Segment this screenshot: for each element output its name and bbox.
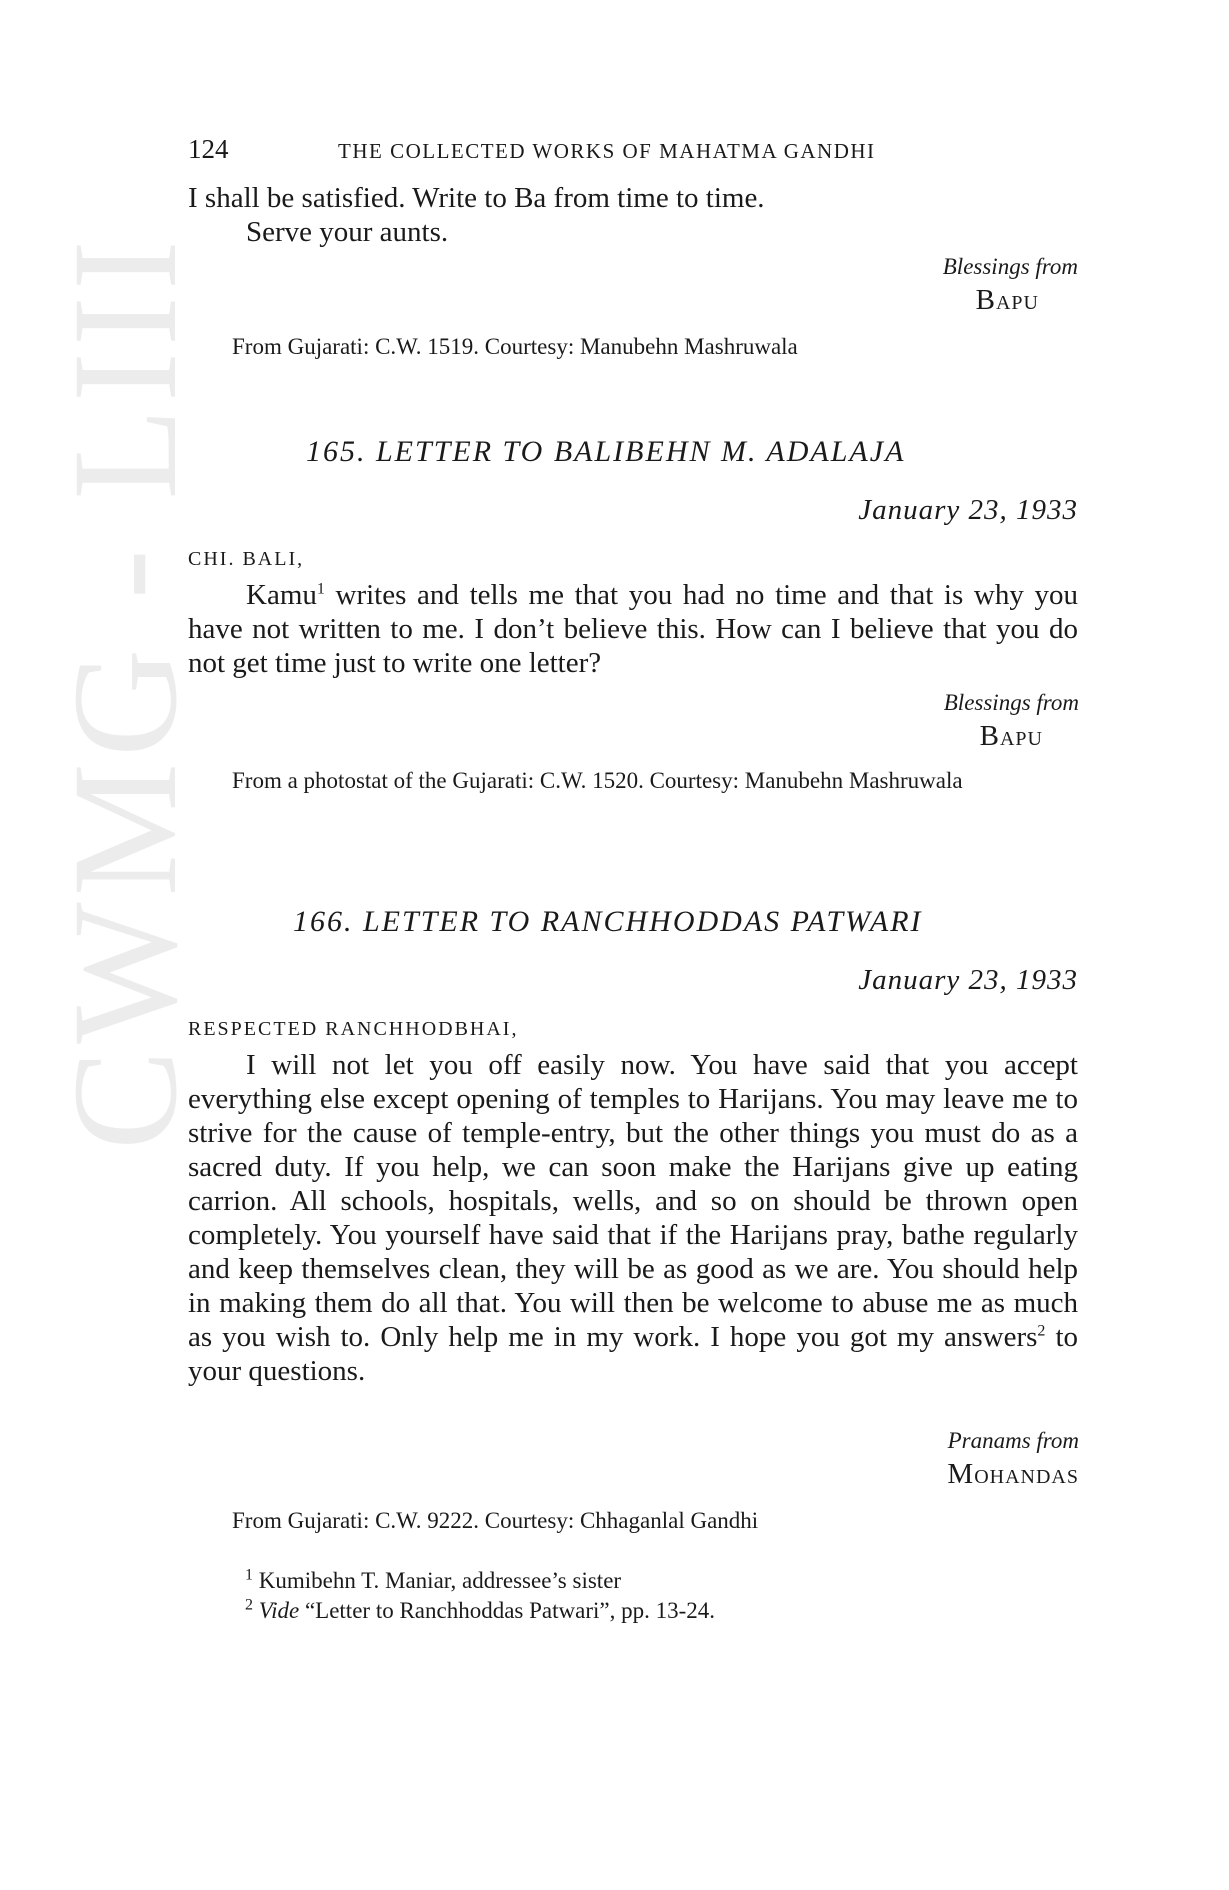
body-text-rest: to your questions.: [188, 1321, 1078, 1387]
letter-body: [188, 578, 1078, 680]
footnote-marker: 2: [245, 1596, 253, 1614]
watermark-text: CWMG - LIII: [42, 234, 208, 1150]
body-text-start: I will not let you off easily now. You have said that you accept everything else except opening of temples to Harijans. You may leave me to strive for the cause of temple-entry, but the other things you must do as a sacred duty. If you help, we can soon make the Harijans give up eating carrion. All schools, hospitals, wells, and so on should be thrown open completely. You yourself have said that if the Harijans pray, bathe regularly and keep themselves clean, they will be as good as we are. You should help in making them do all that. You will then be welcome to abuse me as much as you wish to. Only help me in my work. I hope you got my answers: [188, 1049, 1078, 1353]
signature-name: Bapu: [979, 720, 1043, 752]
signature-name: Mohandas: [947, 1458, 1079, 1490]
footnote-marker: 2: [1037, 1322, 1046, 1340]
footnote-text: “Letter to Ranchhoddas Patwari”, pp. 13-24.: [299, 1598, 715, 1623]
footnote-italic: Vide: [258, 1598, 300, 1623]
footnote-2: [245, 1598, 715, 1624]
running-head: [188, 134, 948, 164]
letter-body: [188, 1048, 1078, 1388]
running-title: THE COLLECTED WORKS OF MAHATMA GANDHI: [338, 139, 876, 163]
signoff-phrase: Blessings from: [943, 690, 1079, 715]
footnote-marker: 1: [316, 580, 325, 598]
letter-salutation: CHI. BALI,: [188, 548, 305, 570]
signoff-phrase: Blessings from: [942, 254, 1078, 279]
body-text-rest: writes and tells me that you had no time and that is why you have not written to me. I don’t believe this. How can I believe that you do not get time just to write one letter?: [188, 579, 1078, 679]
body-text-start: Kamu: [246, 579, 317, 611]
source-note: From Gujarati: C.W. 1519. Courtesy: Manubehn Mashruwala: [232, 334, 798, 359]
letter-date: January 23, 1933: [858, 494, 1078, 526]
letter-heading: 166. LETTER TO RANCHHODDAS PATWARI: [293, 905, 923, 938]
footnote-1: [245, 1568, 621, 1594]
source-note: From a photostat of the Gujarati: C.W. 1520. Courtesy: Manubehn Mashruwala: [232, 768, 963, 793]
letter-heading: 165. LETTER TO BALIBEHN M. ADALAJA: [306, 435, 906, 468]
signoff-phrase: Pranams from: [947, 1428, 1079, 1453]
letter-date: January 23, 1933: [858, 964, 1078, 996]
footnote-text: Kumibehn T. Maniar, addressee’s sister: [253, 1568, 622, 1593]
signature-name: Bapu: [975, 284, 1039, 316]
letter-salutation: RESPECTED RANCHHODBHAI,: [188, 1018, 519, 1040]
page-number: 124: [188, 134, 229, 164]
source-note: From Gujarati: C.W. 9222. Courtesy: Chhaganlal Gandhi: [232, 1508, 759, 1533]
continued-text-line-1: I shall be satisfied. Write to Ba from time to time.: [188, 182, 765, 214]
continued-text-line-2: Serve your aunts.: [246, 216, 449, 248]
footnote-marker: 1: [245, 1566, 253, 1584]
